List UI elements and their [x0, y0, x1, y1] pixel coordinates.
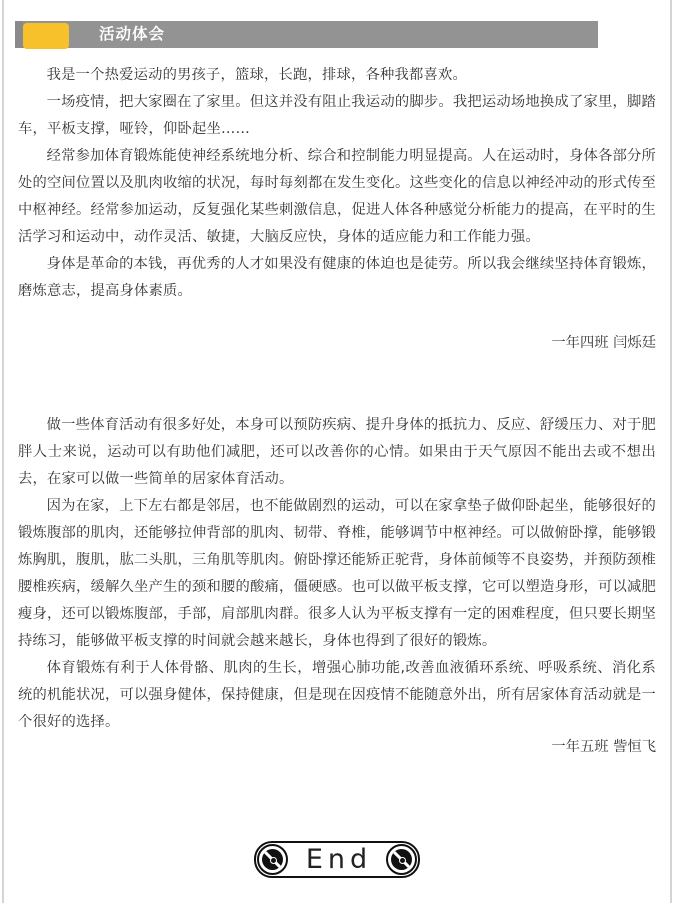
- page-border-right: [670, 0, 672, 903]
- article-1-paragraph-3: 经常参加体育锻炼能使神经系统地分析、综合和控制能力明显提高。人在运动时，身体各部分所处的空间位置以及肌肉收缩的状况，每时每刻都在发生变化。这些变化的信息以神经冲动的形式传至中枢神经。经常参加运动，反复强化某些刺激信息，促进人体各种感觉分析能力的提高，在平时的生活学习和运动中，动作灵活、敏捷，大脑反应快，身体的适应能力和工作能力强。: [18, 148, 656, 245]
- page-border-left: [2, 0, 4, 903]
- article-1-paragraph-4: 身体是革命的本钱，再优秀的人才如果没有健康的体迫也是徒劳。所以我会继续坚持体育锻炼，磨炼意志，提高身体素质。: [18, 256, 656, 299]
- end-badge: [254, 841, 420, 878]
- article-2-paragraph-3: 体育锻炼有利于人体骨骼、肌肉的生长，增强心肺功能,改善血液循环系统、呼吸系统、消化系统的机能状况，可以强身健体，保持健康，但是现在因疫情不能随意外出，所有居家体育活动就是一个很好的选择。: [18, 660, 656, 730]
- section-header: [15, 21, 598, 48]
- article-1: [18, 62, 656, 305]
- article-1-paragraph-2: 一场疫情，把大家圈在了家里。但这并没有阻止我运动的脚步。我把运动场地换成了家里，脚踏车，平板支撑，哑铃，仰卧起坐……: [18, 94, 656, 137]
- header-stripe: [15, 21, 23, 48]
- article-1-signature: 一年四班 闫烁廷: [551, 335, 656, 351]
- section-title: 活动体会: [99, 25, 166, 43]
- end-label: End: [305, 844, 373, 875]
- article-2: [18, 412, 656, 736]
- disc-icon: [386, 844, 417, 875]
- article-2-paragraph-2: 因为在家，上下左右都是邻居，也不能做剧烈的运动，可以在家拿垫子做仰卧起坐，能够很好的锻炼腹部的肌肉，还能够拉伸背部的肌肉、韧带、脊椎，能够调节中枢神经。可以做俯卧撑，能够锻炼胸肌，腹肌，肱二头肌，三角肌等肌肉。俯卧撑还能矫正驼背，身体前倾等不良姿势，并预防颈椎腰椎疾病，缓解久坐产生的颈和腰的酸痛，僵硬感。也可以做平板支撑，它可以塑造身形，可以减肥瘦身，还可以锻炼腹部，手部，肩部肌肉群。很多人认为平板支撑有一定的困难程度，但只要长期坚持练习，能够做平板支撑的时间就会越来越长，身体也得到了很好的锻炼。: [18, 498, 656, 649]
- article-2-signature: 一年五班 訾恒飞: [551, 739, 656, 755]
- disc-icon: [257, 844, 288, 875]
- article-2-paragraph-1: 做一些体育活动有很多好处，本身可以预防疾病、提升身体的抵抗力、反应、舒缓压力、对于肥胖人士来说，运动可以有助他们减肥，还可以改善你的心情。如果由于天气原因不能出去或不想出去，在家可以做一些简单的居家体育活动。: [18, 417, 656, 487]
- header-accent-block: [23, 23, 69, 49]
- article-1-paragraph-1: 我是一个热爱运动的男孩子，篮球，长跑，排球，各种我都喜欢。: [46, 67, 467, 83]
